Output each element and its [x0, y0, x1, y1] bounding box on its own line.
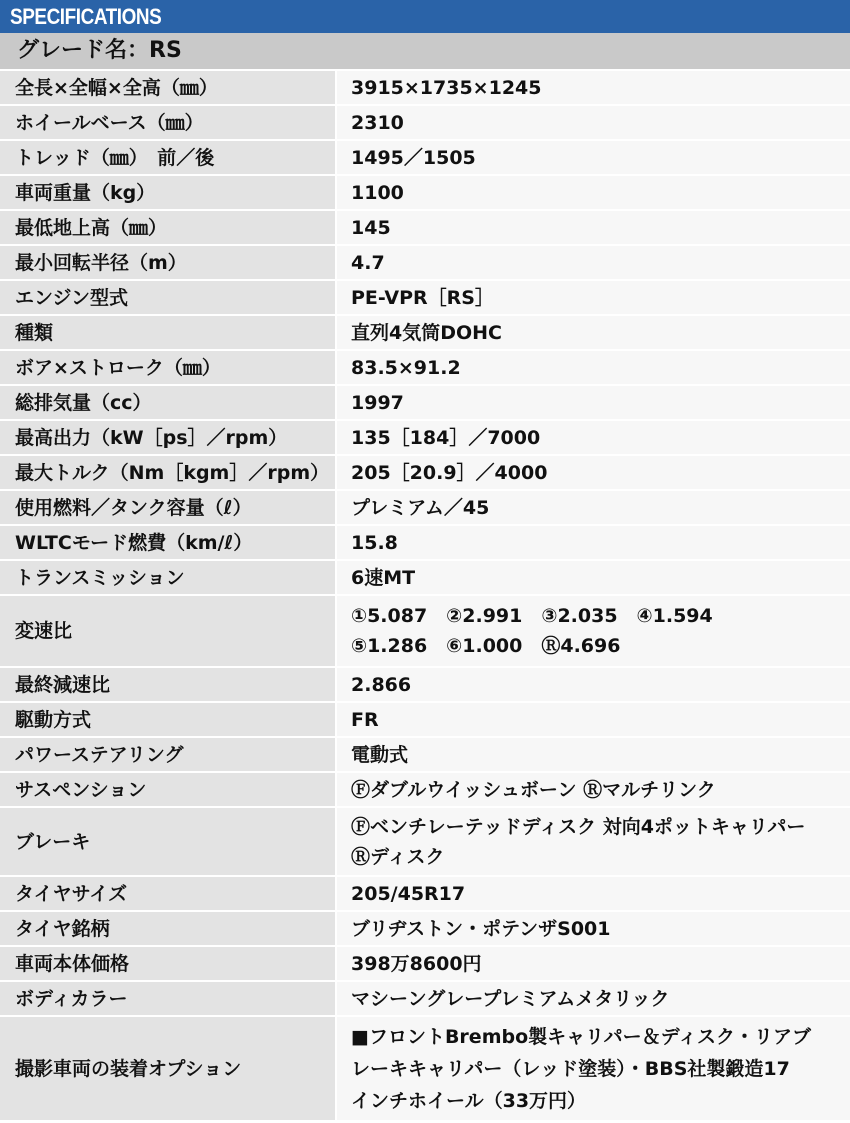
- spec-label: WLTCモード燃費（km/ℓ）: [0, 525, 336, 560]
- spec-label: トランスミッション: [0, 560, 336, 595]
- spec-label: エンジン型式: [0, 280, 336, 315]
- spec-label: タイヤ銘柄: [0, 911, 336, 946]
- spec-value: プレミアム／45: [336, 490, 850, 525]
- table-row: [0, 946, 850, 981]
- table-row: [0, 420, 850, 455]
- spec-label: 使用燃料／タンク容量（ℓ）: [0, 490, 336, 525]
- spec-label: 種類: [0, 315, 336, 350]
- spec-value: [336, 807, 850, 876]
- spec-value: 1100: [336, 175, 850, 210]
- table-row: [0, 175, 850, 210]
- spec-value: 145: [336, 210, 850, 245]
- table-row: [0, 140, 850, 175]
- spec-value: 4.7: [336, 245, 850, 280]
- spec-label: 最低地上高（㎜）: [0, 210, 336, 245]
- spec-label: サスペンション: [0, 772, 336, 807]
- table-row: [0, 490, 850, 525]
- spec-label: 車両本体価格: [0, 946, 336, 981]
- spec-value: 205/45R17: [336, 876, 850, 911]
- spec-label: 変速比: [0, 595, 336, 667]
- spec-label: ブレーキ: [0, 807, 336, 876]
- spec-value: 205［20.9］／4000: [336, 455, 850, 490]
- spec-value: 83.5×91.2: [336, 350, 850, 385]
- spec-value: [336, 1016, 850, 1121]
- table-row: [0, 595, 850, 667]
- table-row: [0, 876, 850, 911]
- gear-ratio-line: ⑤1.286 ⑥1.000 Ⓡ4.696: [351, 635, 621, 657]
- table-row: [0, 981, 850, 1016]
- gear-ratio-line: ①5.087 ②2.991 ③2.035 ④1.594: [351, 605, 713, 627]
- spec-value: 1997: [336, 385, 850, 420]
- table-row: [0, 385, 850, 420]
- spec-label: 車両重量（kg）: [0, 175, 336, 210]
- spec-label: 最大トルク（Nm［kgm］／rpm）: [0, 455, 336, 490]
- spec-label: トレッド（㎜） 前／後: [0, 140, 336, 175]
- spec-value: FR: [336, 702, 850, 737]
- table-row: [0, 315, 850, 350]
- option-line: ■フロントBrembo製キャリパー＆ディスク・リアブ: [351, 1025, 812, 1048]
- table-row: [0, 105, 850, 140]
- spec-label: 最終減速比: [0, 667, 336, 702]
- spec-value: Ⓕダブルウイッシュボーン Ⓡマルチリンク: [336, 772, 850, 807]
- spec-value: 15.8: [336, 525, 850, 560]
- spec-value: 1495／1505: [336, 140, 850, 175]
- table-row: [0, 702, 850, 737]
- spec-label: 撮影車両の装着オプション: [0, 1016, 336, 1121]
- section-title: SPECIFICATIONS: [10, 4, 162, 29]
- grade-name: グレード名：RS: [0, 33, 850, 71]
- spec-value: 直列4気筒DOHC: [336, 315, 850, 350]
- brake-line: Ⓡディスク: [351, 845, 445, 868]
- option-line: インチホイール（33万円）: [351, 1089, 587, 1112]
- spec-label: 総排気量（cc）: [0, 385, 336, 420]
- spec-label: ボア×ストローク（㎜）: [0, 350, 336, 385]
- spec-label: 最小回転半径（m）: [0, 245, 336, 280]
- table-row: [0, 71, 850, 105]
- spec-label: 全長×全幅×全高（㎜）: [0, 71, 336, 105]
- spec-label: ホイールベース（㎜）: [0, 105, 336, 140]
- section-header: [0, 0, 850, 33]
- spec-value: 2.866: [336, 667, 850, 702]
- table-row: [0, 560, 850, 595]
- table-row: [0, 807, 850, 876]
- spec-table: [0, 71, 850, 1122]
- table-row: [0, 772, 850, 807]
- table-row: [0, 737, 850, 772]
- table-row: [0, 245, 850, 280]
- spec-label: 駆動方式: [0, 702, 336, 737]
- option-line: レーキキャリパー（レッド塗装）・BBS社製鍛造17: [351, 1057, 790, 1080]
- table-row: [0, 350, 850, 385]
- spec-value: [336, 595, 850, 667]
- spec-label: パワーステアリング: [0, 737, 336, 772]
- spec-label: ボディカラー: [0, 981, 336, 1016]
- table-row: [0, 667, 850, 702]
- spec-value: 6速MT: [336, 560, 850, 595]
- spec-label: 最高出力（kW［ps］／rpm）: [0, 420, 336, 455]
- spec-value: PE-VPR［RS］: [336, 280, 850, 315]
- spec-value: 3915×1735×1245: [336, 71, 850, 105]
- table-row: [0, 1016, 850, 1121]
- table-row: [0, 210, 850, 245]
- spec-value: 398万8600円: [336, 946, 850, 981]
- spec-value: ブリヂストン・ポテンザS001: [336, 911, 850, 946]
- spec-value: 135［184］／7000: [336, 420, 850, 455]
- spec-label: タイヤサイズ: [0, 876, 336, 911]
- table-row: [0, 911, 850, 946]
- spec-value: 電動式: [336, 737, 850, 772]
- spec-value: マシーングレープレミアムメタリック: [336, 981, 850, 1016]
- table-row: [0, 455, 850, 490]
- spec-value: 2310: [336, 105, 850, 140]
- table-row: [0, 525, 850, 560]
- brake-line: Ⓕベンチレーテッドディスク 対向4ポットキャリパー: [351, 815, 806, 838]
- table-row: [0, 280, 850, 315]
